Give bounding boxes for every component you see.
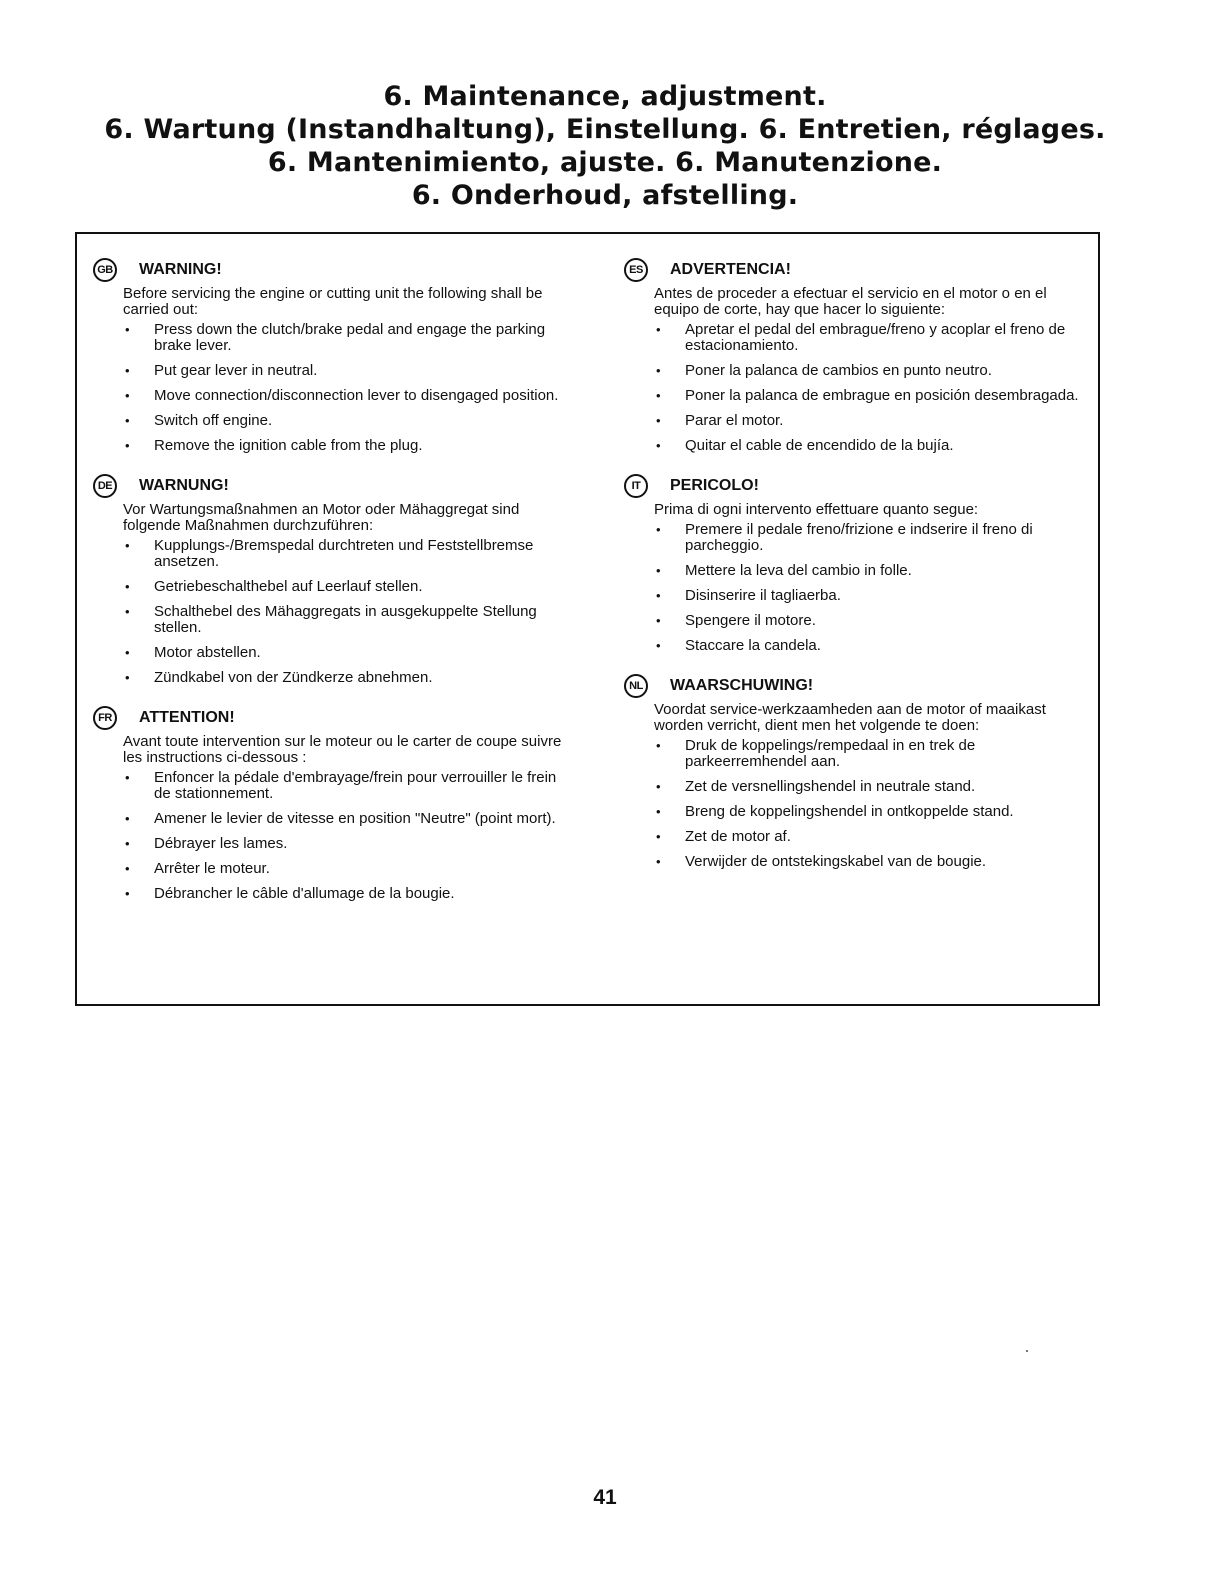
intro-text: Before servicing the engine or cutting unit the following shall be carried out: [123,285,543,318]
language-badge-gb-icon: GB [93,258,117,282]
language-badge-es-icon: ES [624,258,648,282]
list-item: • Spengere il motore. [624,613,1094,629]
list-item: • Débrayer les lames. [93,836,573,852]
warning-box [75,232,1100,1006]
list-item: • Zet de versnellingshendel in neutrale stand. [624,779,1094,795]
list-item: • Amener le levier de vitesse en position "Neutre" (point mort). [93,811,573,827]
language-badge-nl-icon: NL [624,674,648,698]
list-item: • Disinserire il tagliaerba. [624,588,1094,604]
heading-text: ADVERTENCIA! [670,261,791,278]
heading-text: WARNING! [139,261,222,278]
heading-text: PERICOLO! [670,477,759,494]
instruction-list [93,322,573,454]
list-item: • Poner la palanca de embrague en posición desembragada. [624,388,1094,404]
list-item: • Premere il pedale freno/frizione e indserire il freno di parcheggio. [624,522,1094,554]
list-item: • Kupplungs-/Bremspedal durchtreten und Feststellbremse ansetzen. [93,538,573,570]
instruction-list [624,322,1094,454]
list-item: • Staccare la candela. [624,638,1094,654]
list-item: • Enfoncer la pédale d'embrayage/frein pour verrouiller le frein de stationnement. [93,770,573,802]
list-item: • Verwijder de ontstekingskabel van de bougie. [624,854,1094,870]
title-line-2: 6. Wartung (Instandhaltung), Einstellung. 6. Entretien, réglages. [104,114,1106,145]
left-column [93,256,573,920]
section-heading [624,472,1094,500]
title-line-1: 6. Maintenance, adjustment. [383,81,827,112]
intro-text: Prima di ogni intervento effettuare quanto segue: [654,501,979,518]
intro-text: Voordat service-werkzaamheden aan de motor of maaikast worden verricht, dient men het volgende te doen: [654,701,1046,734]
list-item: • Schalthebel des Mähaggregats in ausgekuppelte Stellung stellen. [93,604,573,636]
scan-speck [1026,1350,1028,1352]
instruction-list [624,738,1094,870]
intro-text: Vor Wartungsmaßnahmen an Motor oder Mähaggregat sind folgende Maßnahmen durchzuführen: [123,501,520,534]
heading-text: WARNUNG! [139,477,229,494]
intro-text: Antes de proceder a efectuar el servicio en el motor o en el equipo de corte, hay que hacer lo siguiente: [654,285,1047,318]
list-item: • Move connection/disconnection lever to disengaged position. [93,388,573,404]
instruction-list [93,770,573,902]
list-item: • Motor abstellen. [93,645,573,661]
list-item: • Poner la palanca de cambios en punto neutro. [624,363,1094,379]
page-titles [0,80,1210,212]
list-item: • Druk de koppelings/rempedaal in en trek de parkeerremhendel aan. [624,738,1094,770]
title-line-4: 6. Onderhoud, afstelling. [411,180,799,211]
language-badge-it-icon: IT [624,474,648,498]
list-item: • Breng de koppelingshendel in ontkoppelde stand. [624,804,1094,820]
section-heading [624,256,1094,284]
intro-text: Avant toute intervention sur le moteur ou le carter de coupe suivre les instructions ci-dessous : [123,733,562,766]
title-line-3: 6. Mantenimiento, ajuste. 6. Manutenzione. [267,147,943,178]
list-item: • Remove the ignition cable from the plug. [93,438,573,454]
section-de [93,472,573,686]
list-item: • Arrêter le moteur. [93,861,573,877]
section-heading [93,256,573,284]
section-heading [624,672,1094,700]
language-badge-de-icon: DE [93,474,117,498]
language-badge-fr-icon: FR [93,706,117,730]
list-item: • Mettere la leva del cambio in folle. [624,563,1094,579]
list-item: • Press down the clutch/brake pedal and engage the parking brake lever. [93,322,573,354]
list-item: • Parar el motor. [624,413,1094,429]
list-item: • Switch off engine. [93,413,573,429]
list-item: • Quitar el cable de encendido de la bujía. [624,438,1094,454]
section-es [624,256,1094,454]
instruction-list [93,538,573,686]
section-heading [93,472,573,500]
heading-text: WAARSCHUWING! [670,677,814,694]
section-gb [93,256,573,454]
page-number: 41 [593,1486,617,1509]
heading-text: ATTENTION! [139,709,235,726]
list-item: • Getriebeschalthebel auf Leerlauf stellen. [93,579,573,595]
list-item: • Débrancher le câble d'allumage de la bougie. [93,886,573,902]
instruction-list [624,522,1094,654]
right-column [624,256,1094,888]
section-nl [624,672,1094,870]
list-item: • Zet de motor af. [624,829,1094,845]
list-item: • Apretar el pedal del embrague/freno y acoplar el freno de estacionamiento. [624,322,1094,354]
section-it [624,472,1094,654]
list-item: • Zündkabel von der Zündkerze abnehmen. [93,670,573,686]
section-heading [93,704,573,732]
list-item: • Put gear lever in neutral. [93,363,573,379]
section-fr [93,704,573,902]
